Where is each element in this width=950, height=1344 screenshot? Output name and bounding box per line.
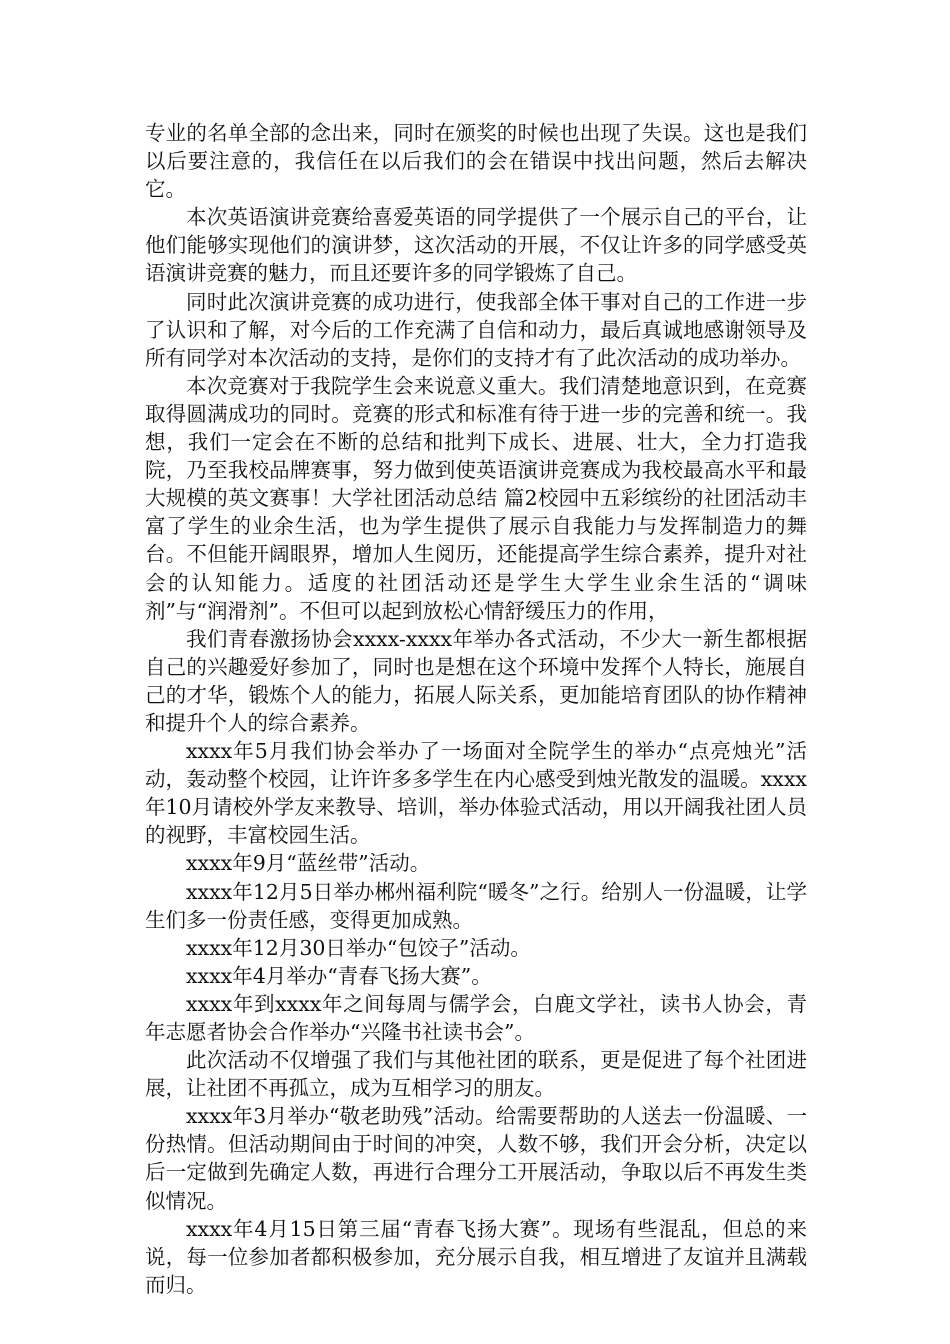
paragraph: xxxx年3月举办“敬老助残”活动。给需要帮助的人送去一份温暖、一份热情。但活动期间由于时间的冲突，人数不够，我们开会分析，决定以后一定做到先确定人数，再进行合理分工开展活动，争取以后不再发生类似情况。 bbox=[145, 1104, 807, 1213]
paragraph: xxxx年到xxxx年之间每周与儒学会，白鹿文学社，读书人协会，青年志愿者协会合作举办“兴隆书社读书会”。 bbox=[145, 991, 807, 1044]
paragraph: xxxx年12月5日举办郴州福利院“暖冬”之行。给别人一份温暖，让学生们多一份责任感，变得更加成熟。 bbox=[145, 879, 807, 932]
paragraph: 我们青春激扬协会xxxx-xxxx年举办各式活动，不少大一新生都根据自己的兴趣爱好参加了，同时也是想在这个环境中发挥个人特长，施展自己的才华，锻炼个人的能力，拓展人际关系，更加能培育团队的协作精神和提升个人的综合素养。 bbox=[145, 626, 807, 735]
paragraph: xxxx年9月“蓝丝带”活动。 bbox=[186, 851, 431, 876]
document-page bbox=[145, 119, 807, 1299]
paragraph: xxxx年4月举办“青春飞扬大赛”。 bbox=[186, 963, 492, 988]
paragraph: 专业的名单全部的念出来，同时在颁奖的时候也出现了失误。这也是我们以后要注意的，我信任在以后我们的会在错误中找出问题，然后去解决它。 bbox=[145, 121, 807, 202]
paragraph: xxxx年12月30日举办“包饺子”活动。 bbox=[186, 935, 531, 960]
paragraph: 此次活动不仅增强了我们与其他社团的联系，更是促进了每个社团进展，让社团不再孤立，成为互相学习的朋友。 bbox=[145, 1048, 807, 1101]
paragraph: 同时此次演讲竞赛的成功进行，使我部全体干事对自己的工作进一步了认识和了解，对今后的工作充满了自信和动力，最后真诚地感谢领导及所有同学对本次活动的支持，是你们的支持才有了此次活动的成功举办。 bbox=[145, 289, 807, 370]
paragraph: xxxx年4月15日第三届“青春飞扬大赛”。现场有些混乱，但总的来说，每一位参加者都积极参加，充分展示自我，相互增进了友谊并且满载而归。 bbox=[145, 1216, 807, 1297]
paragraph: xxxx年5月我们协会举办了一场面对全院学生的举办“点亮烛光”活动，轰动整个校园，让许许多多学生在内心感受到烛光散发的温暖。xxxx年10月请校外学友来教导、培训，举办体验式活动，用以开阔我社团人员的视野，丰富校园生活。 bbox=[145, 739, 807, 848]
paragraph: 本次竞赛对于我院学生会来说意义重大。我们清楚地意识到，在竞赛取得圆满成功的同时。竞赛的形式和标准有待于进一步的完善和统一。我想，我们一定会在不断的总结和批判下成长、进展、壮大，全力打造我院，乃至我校品牌赛事，努力做到使英语演讲竞赛成为我校最高水平和最大规模的英文赛事！大学社团活动总结 篇2校园中五彩缤纷的社团活动丰富了学生的业余生活，也为学生提供了展示自我能力与发挥制造力的舞台。不但能开阔眼界，增加人生阅历，还能提高学生综合素养，提升对社会的认知能力。适度的社团活动还是学生大学生业余生活的“调味剂”与“润滑剂”。不但可以起到放松心情舒缓压力的作用， bbox=[145, 373, 807, 623]
paragraph: 本次英语演讲竞赛给喜爱英语的同学提供了一个展示自己的平台，让他们能够实现他们的演讲梦，这次活动的开展，不仅让许多的同学感受英语演讲竞赛的魅力，而且还要许多的同学锻炼了自己。 bbox=[145, 205, 807, 286]
